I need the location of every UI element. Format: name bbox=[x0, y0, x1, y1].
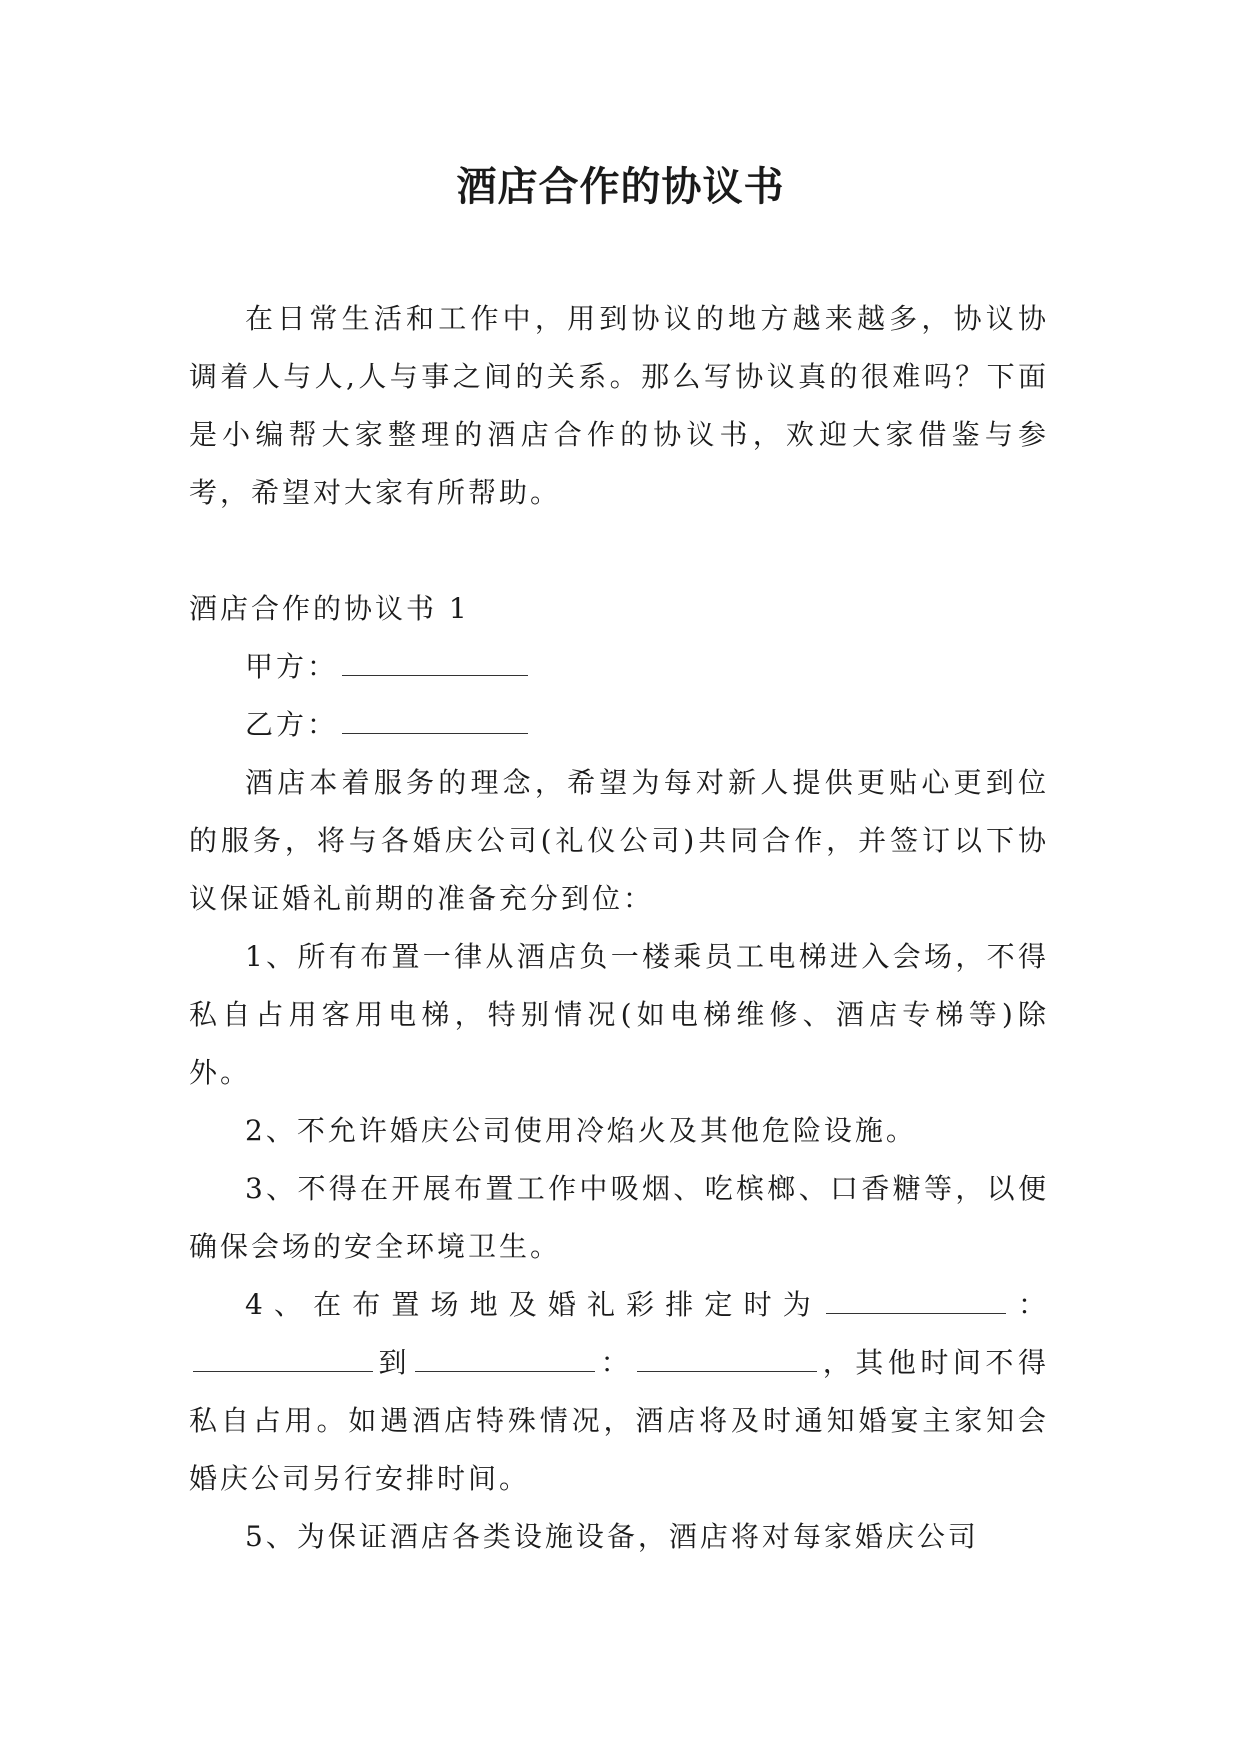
preamble-paragraph: 酒店本着服务的理念，希望为每对新人提供更贴心更到位的服务，将与各婚庆公司(礼仪公司)共同合作，并签订以下协议保证婚礼前期的准备充分到位： bbox=[189, 766, 1049, 915]
document-body bbox=[189, 290, 1049, 1566]
party-a-line bbox=[189, 638, 1049, 696]
intro-paragraph: 在日常生活和工作中，用到协议的地方越来越多，协议协调着人与人,人与事之间的关系。那么写协议真的很难吗？下面是小编帮大家整理的酒店合作的协议书，欢迎大家借鉴与参考，希望对大家有所帮助。 bbox=[189, 302, 1049, 509]
party-b-label: 乙方： bbox=[245, 708, 339, 741]
party-b-blank bbox=[342, 707, 528, 734]
time-blank-2 bbox=[193, 1345, 373, 1372]
clause-4-colon2: ： bbox=[599, 1346, 634, 1379]
document-title: 酒店合作的协议书 bbox=[456, 163, 785, 210]
clause-2: 2、不允许婚庆公司使用冷焰火及其他危险设施。 bbox=[245, 1114, 917, 1147]
clause-3: 3、不得在开展布置工作中吸烟、吃槟榔、口香糖等，以便确保会场的安全环境卫生。 bbox=[189, 1172, 1049, 1263]
clause-1: 1、所有布置一律从酒店负一楼乘员工电梯进入会场，不得私自占用客用电梯，特别情况(如电梯维修、酒店专梯等)除外。 bbox=[189, 940, 1049, 1089]
paragraph-gap bbox=[189, 522, 1049, 580]
party-a-label: 甲方： bbox=[245, 650, 339, 683]
party-a-blank bbox=[342, 649, 528, 676]
time-blank-1 bbox=[826, 1287, 1006, 1314]
party-b-line bbox=[189, 696, 1049, 754]
clause-4-colon1: ： bbox=[1009, 1288, 1049, 1321]
section-heading: 酒店合作的协议书 1 bbox=[189, 592, 470, 625]
clause-4 bbox=[189, 1276, 1049, 1508]
clause-4-to: 到 bbox=[377, 1346, 412, 1379]
clause-4-part1: 4、在布置场地及婚礼彩排定时为 bbox=[245, 1288, 822, 1321]
time-blank-4 bbox=[637, 1345, 817, 1372]
clause-4-part2: ，其他时间不得私自占用。如遇酒店特殊情况，酒店将及时通知婚宴主家知会婚庆公司另行安排时间。 bbox=[189, 1346, 1049, 1495]
time-blank-3 bbox=[415, 1345, 595, 1372]
clause-5: 5、为保证酒店各类设施设备，酒店将对每家婚庆公司 bbox=[245, 1520, 979, 1553]
